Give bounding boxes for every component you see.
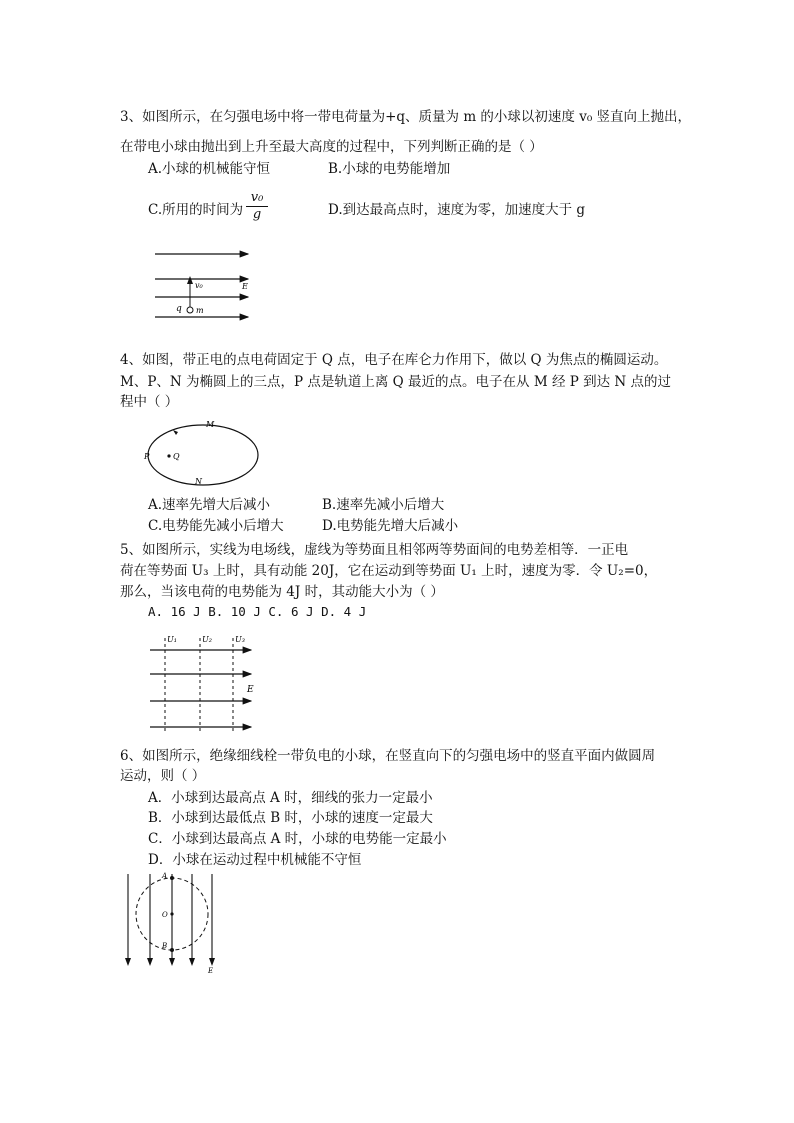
q5-stem-line3: 那么，当该电荷的电势能为 4J 时，其动能大小为（ ） [120,584,444,600]
q6-stem-line2: 运动，则（ ） [120,768,206,784]
q4-figure-ellipse-orbit [140,418,265,490]
q3-label-m: m [196,306,204,315]
q5-label-U1: U₁ [167,635,177,644]
q5-figure-equipotentials [145,630,260,735]
q4-label-N: N [195,477,202,486]
q6-stem-line1: 6、如图所示，绝缘细线栓一带负电的小球，在竖直向下的匀强电场中的竖直平面内做圆周 [120,748,656,764]
q6-field-arrow-3 [169,958,175,966]
q3-option-a: A.小球的机械能守恒 [148,161,271,177]
q6-field-arrow-2 [147,958,153,966]
q4-stem-line1: 4、如图，带正电的点电荷固定于 Q 点，电子在库仑力作用下，做以 Q 为焦点的椭圆运动。 [120,352,668,368]
q6-label-B: B [162,942,168,950]
q4-orbit-ellipse [148,425,258,485]
q6-field-arrow-4 [189,958,195,966]
q3-option-b: B.小球的电势能增加 [328,161,451,177]
q6-label-O: O [162,911,168,919]
q6-figure-circular-motion [120,870,220,975]
q4-label-M: M [206,420,215,429]
q5-options: A. 16 J B. 10 J C. 6 J D. 4 J [148,604,367,619]
q3-figure-uniform-field [150,245,260,325]
q5-label-U3: U₃ [235,635,245,644]
q6-option-c: C．小球到达最高点 A 时，小球的电势能一定最小 [148,831,447,847]
q6-label-A: A [162,872,168,880]
q4-stem-line3: 程中（ ） [120,394,179,410]
q3-stem-line2: 在带电小球由抛出到上升至最大高度的过程中，下列判断正确的是（ ） [120,139,543,155]
q5-label-U2: U₂ [202,635,212,644]
q4-option-d: D.电势能先增大后减小 [322,518,459,534]
q6-point-A [170,876,174,880]
q3-fraction-numerator: v₀ [246,190,268,207]
q4-option-b: B.速率先减小后增大 [322,497,445,513]
q3-label-v0: v₀ [195,281,203,290]
q4-label-P: P [144,452,150,461]
q6-option-a: A．小球到达最高点 A 时，细线的张力一定最小 [148,790,433,806]
q6-option-b: B．小球到达最低点 B 时，小球的速度一定最大 [148,810,433,826]
q4-point-Q [167,454,170,457]
q3-label-E: E [242,282,248,291]
q6-label-E: E [208,967,214,975]
q6-option-d: D．小球在运动过程中机械能不守恒 [148,852,362,868]
q4-direction-arrow [173,430,178,435]
q5-stem-line1: 5、如图所示，实线为电场线，虚线为等势面且相邻两等势面间的电势差相等．一正电 [120,542,629,558]
q6-field-arrow-1 [125,958,131,966]
q4-option-c: C.电势能先减小后增大 [148,518,284,534]
q3-option-d: D.到达最高点时，速度为零，加速度大于 g [328,202,586,218]
q6-field-arrow-5 [209,958,215,966]
q4-stem-line2: M、P、N 为椭圆上的三点，P 点是轨道上离 Q 最近的点。电子在从 M 经 P 到达 N 点的过 [120,374,672,390]
q5-label-E: E [247,685,254,695]
q3-option-c: C.所用的时间为 [148,202,244,218]
q6-point-B [170,948,174,952]
q5-stem-line2: 荷在等势面 U₃ 上时，具有动能 20J，它在运动到等势面 U₁ 上时，速度为零．令 U₂=0， [120,563,658,579]
q6-point-O [170,912,173,915]
q3-ball [187,307,193,313]
q4-option-a: A.速率先增大后减小 [148,497,271,513]
q3-option-c-fraction [246,190,268,223]
q4-label-Q: Q [173,452,180,461]
q3-stem-line1: 3、如图所示，在匀强电场中将一带电荷量为+q、质量为 m 的小球以初速度 v₀ 竖直向上抛出， [120,109,692,125]
q3-fraction-denominator: g [252,207,262,222]
q3-label-q: q [176,304,182,314]
